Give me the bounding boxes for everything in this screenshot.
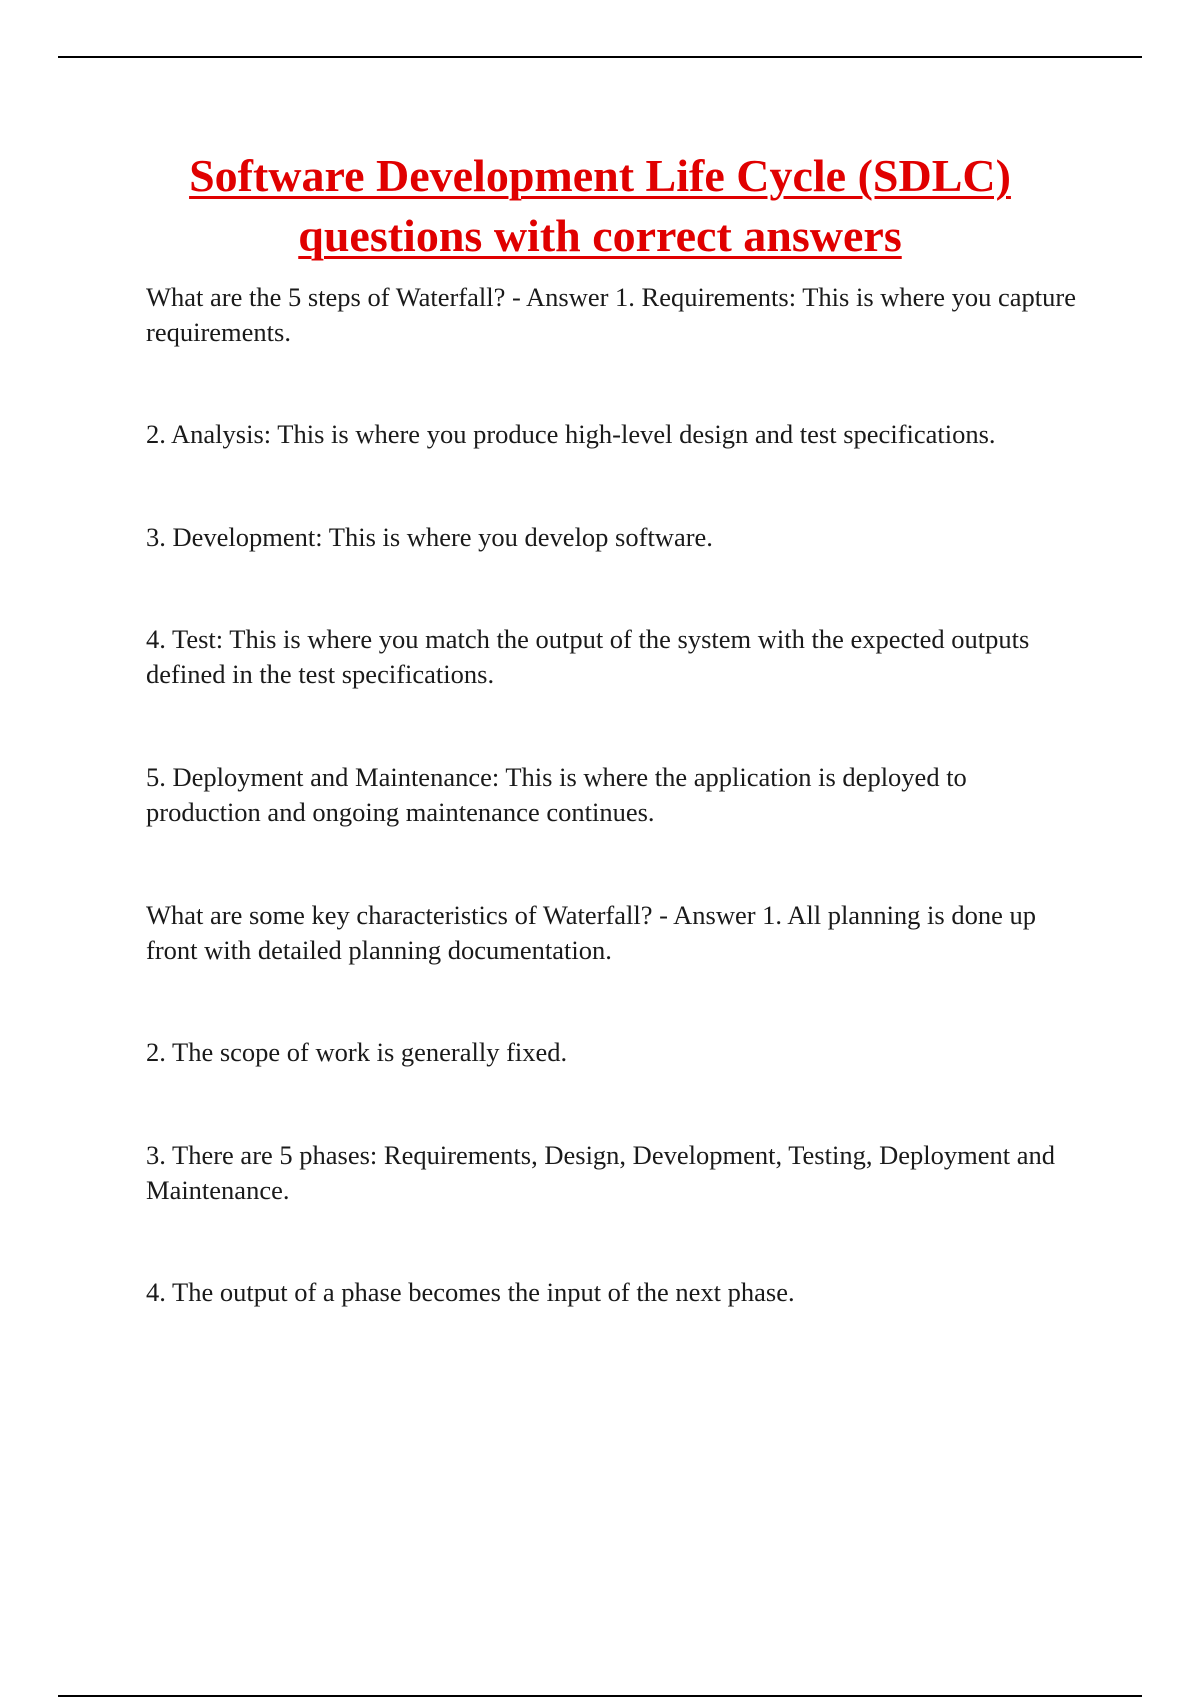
paragraph-q2-item4: 4. The output of a phase becomes the input of the next phase.: [146, 1277, 795, 1307]
paragraph-q1-step5: 5. Deployment and Maintenance: This is where the application is deployed to production and ongoing maintenance continues.: [146, 762, 967, 827]
paragraph-q1-step4: 4. Test: This is where you match the output of the system with the expected outputs defined in the test specifications.: [146, 624, 1030, 689]
paragraph-q1-answer: What are the 5 steps of Waterfall? - Answer 1. Requirements: This is where you capture requirements.: [146, 282, 1076, 347]
paragraph-q2-item3: 3. There are 5 phases: Requirements, Design, Development, Testing, Deployment and Maintenance.: [146, 1140, 1055, 1205]
title-line-1: Software Development Life Cycle (SDLC): [189, 150, 1011, 201]
title-line-2: questions with correct answers: [298, 210, 902, 261]
paragraph-q2-answer: What are some key characteristics of Waterfall? - Answer 1. All planning is done up front with detailed planning documentation.: [146, 900, 1036, 965]
page-title: [100, 146, 1100, 266]
bottom-rule: [58, 1695, 1142, 1697]
paragraph-q2-item2: 2. The scope of work is generally fixed.: [146, 1037, 568, 1067]
paragraph-q1-step2: 2. Analysis: This is where you produce high-level design and test specifications.: [146, 419, 996, 449]
paragraph-q1-step3: 3. Development: This is where you develop software.: [146, 522, 713, 552]
top-rule: [58, 56, 1142, 58]
